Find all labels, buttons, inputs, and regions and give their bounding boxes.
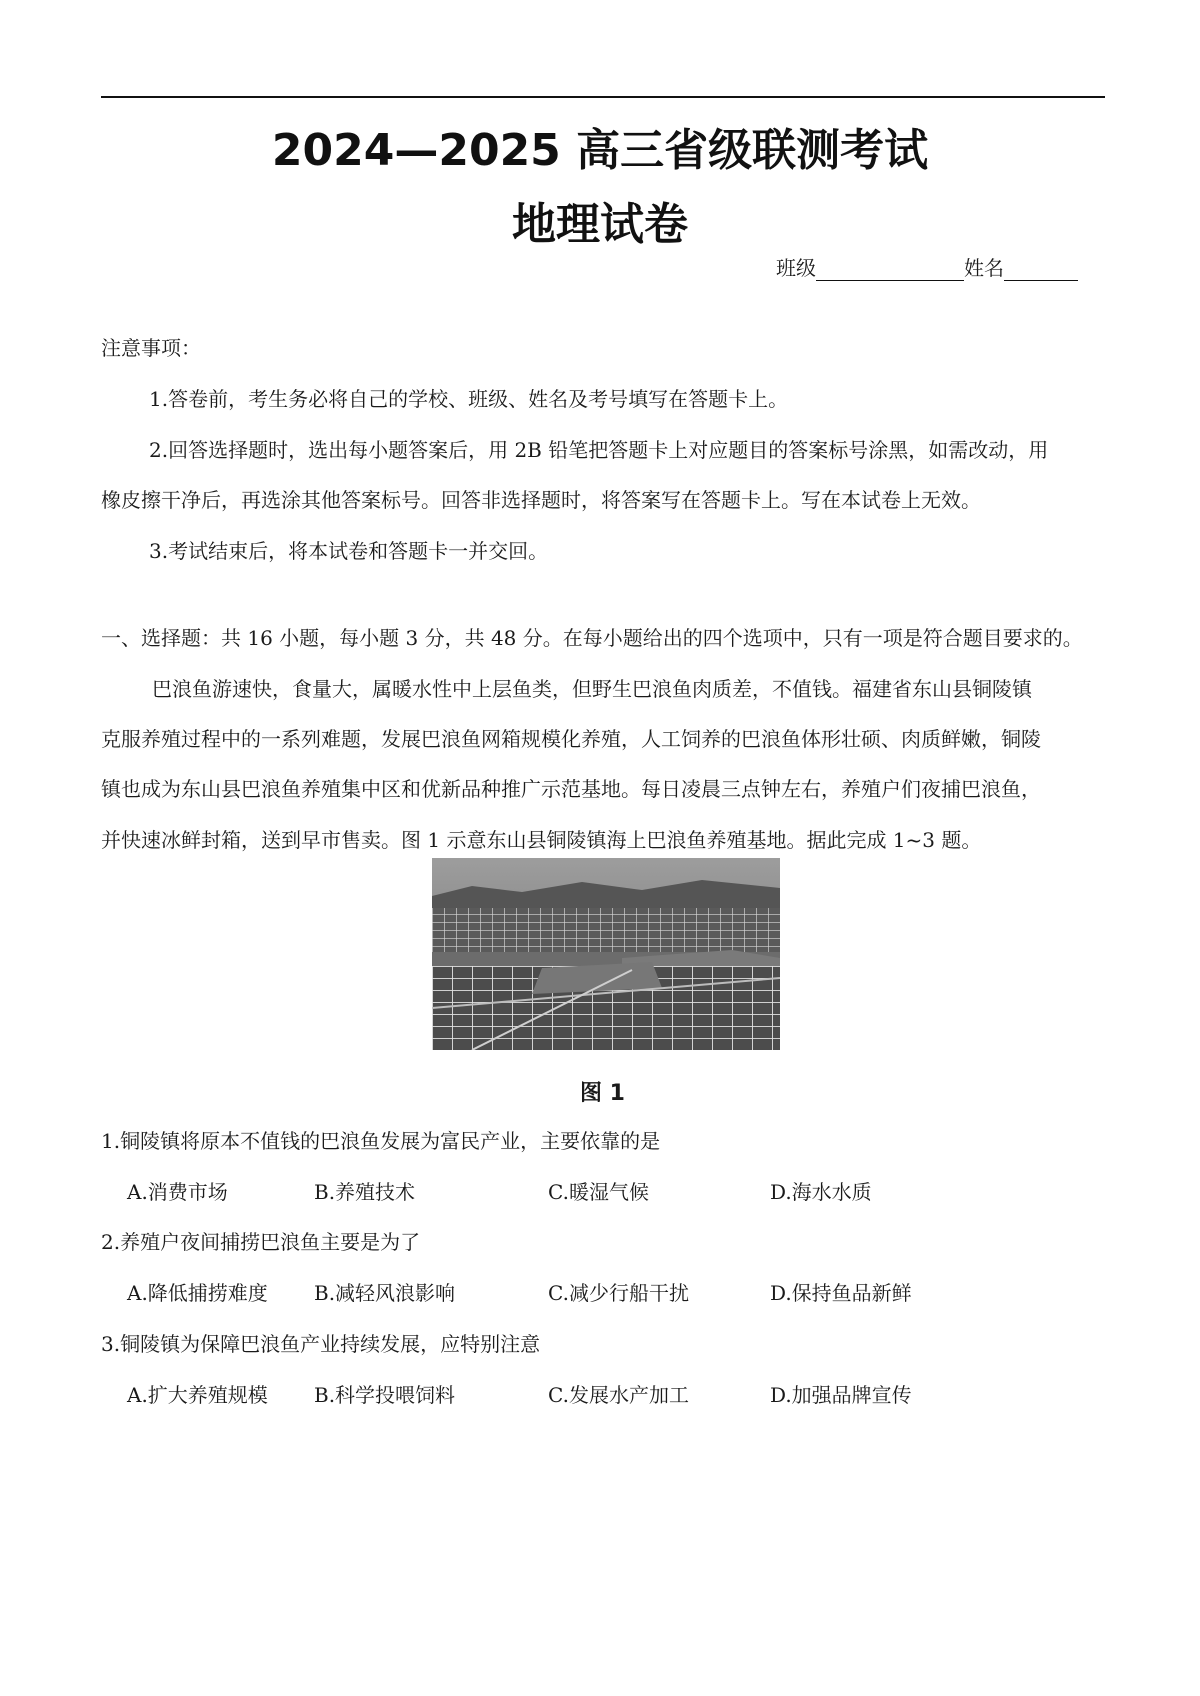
exam-subject: 地理试卷 — [512, 199, 688, 250]
question-2-option-d[interactable]: D.保持鱼品新鲜 — [770, 1281, 912, 1305]
name-label: 姓名 — [964, 256, 1004, 280]
student-info-fields — [776, 252, 1078, 281]
question-3-option-a[interactable]: A.扩大养殖规模 — [127, 1383, 268, 1407]
fish-farm-photo — [432, 858, 780, 1050]
question-1-option-b[interactable]: B.养殖技术 — [314, 1180, 416, 1204]
passage-line: 并快速冰鲜封箱，送到早市售卖。图 1 示意东山县铜陵镇海上巴浪鱼养殖基地。据此完成 1~3 题。 — [101, 828, 982, 852]
header-rule — [101, 96, 1105, 98]
question-1-option-d[interactable]: D.海水水质 — [770, 1180, 872, 1204]
question-stem: 2.养殖户夜间捕捞巴浪鱼主要是为了 — [101, 1230, 421, 1254]
question-2-option-c[interactable]: C.减少行船干扰 — [548, 1281, 689, 1305]
notice-heading: 注意事项： — [101, 336, 201, 360]
question-1-option-c[interactable]: C.暖湿气候 — [548, 1180, 649, 1204]
question-2-option-b[interactable]: B.减轻风浪影响 — [314, 1281, 456, 1305]
question-stem: 3.铜陵镇为保障巴浪鱼产业持续发展，应特别注意 — [101, 1332, 541, 1356]
exam-title: 2024—2025 高三省级联测考试 — [271, 125, 929, 176]
question-3-option-d[interactable]: D.加强品牌宣传 — [770, 1383, 912, 1407]
question-2-option-a[interactable]: A.降低捕捞难度 — [127, 1281, 268, 1305]
notice-item-2-cont: 橡皮擦干净后，再选涂其他答案标号。回答非选择题时，将答案写在答题卡上。写在本试卷上无效。 — [101, 488, 981, 512]
figure-caption: 图 1 — [580, 1081, 625, 1106]
notice-item-2: 2.回答选择题时，选出每小题答案后，用 2B 铅笔把答题卡上对应题目的答案标号涂黑，如需改动，用 — [149, 438, 1049, 462]
passage-line: 巴浪鱼游速快，食量大，属暖水性中上层鱼类，但野生巴浪鱼肉质差，不值钱。福建省东山县铜陵镇 — [152, 677, 1032, 701]
section-heading: 一、选择题：共 16 小题，每小题 3 分，共 48 分。在每小题给出的四个选项中，只有一项是符合题目要求的。 — [101, 626, 1083, 650]
name-blank[interactable] — [1004, 258, 1078, 281]
passage-line: 镇也成为东山县巴浪鱼养殖集中区和优新品种推广示范基地。每日凌晨三点钟左右，养殖户们夜捕巴浪鱼， — [101, 777, 1041, 801]
notice-item-3: 3.考试结束后，将本试卷和答题卡一并交回。 — [149, 539, 549, 563]
question-1-option-a[interactable]: A.消费市场 — [127, 1180, 228, 1204]
notice-item-1: 1.答卷前，考生务必将自己的学校、班级、姓名及考号填写在答题卡上。 — [149, 387, 789, 411]
question-3-option-c[interactable]: C.发展水产加工 — [548, 1383, 689, 1407]
question-3-option-b[interactable]: B.科学投喂饲料 — [314, 1383, 456, 1407]
question-stem: 1.铜陵镇将原本不值钱的巴浪鱼发展为富民产业，主要依靠的是 — [101, 1129, 661, 1153]
class-label: 班级 — [776, 256, 816, 280]
class-blank[interactable] — [816, 258, 964, 281]
passage-line: 克服养殖过程中的一系列难题，发展巴浪鱼网箱规模化养殖，人工饲养的巴浪鱼体形壮硕、肉质鲜嫩，铜陵 — [101, 727, 1041, 751]
